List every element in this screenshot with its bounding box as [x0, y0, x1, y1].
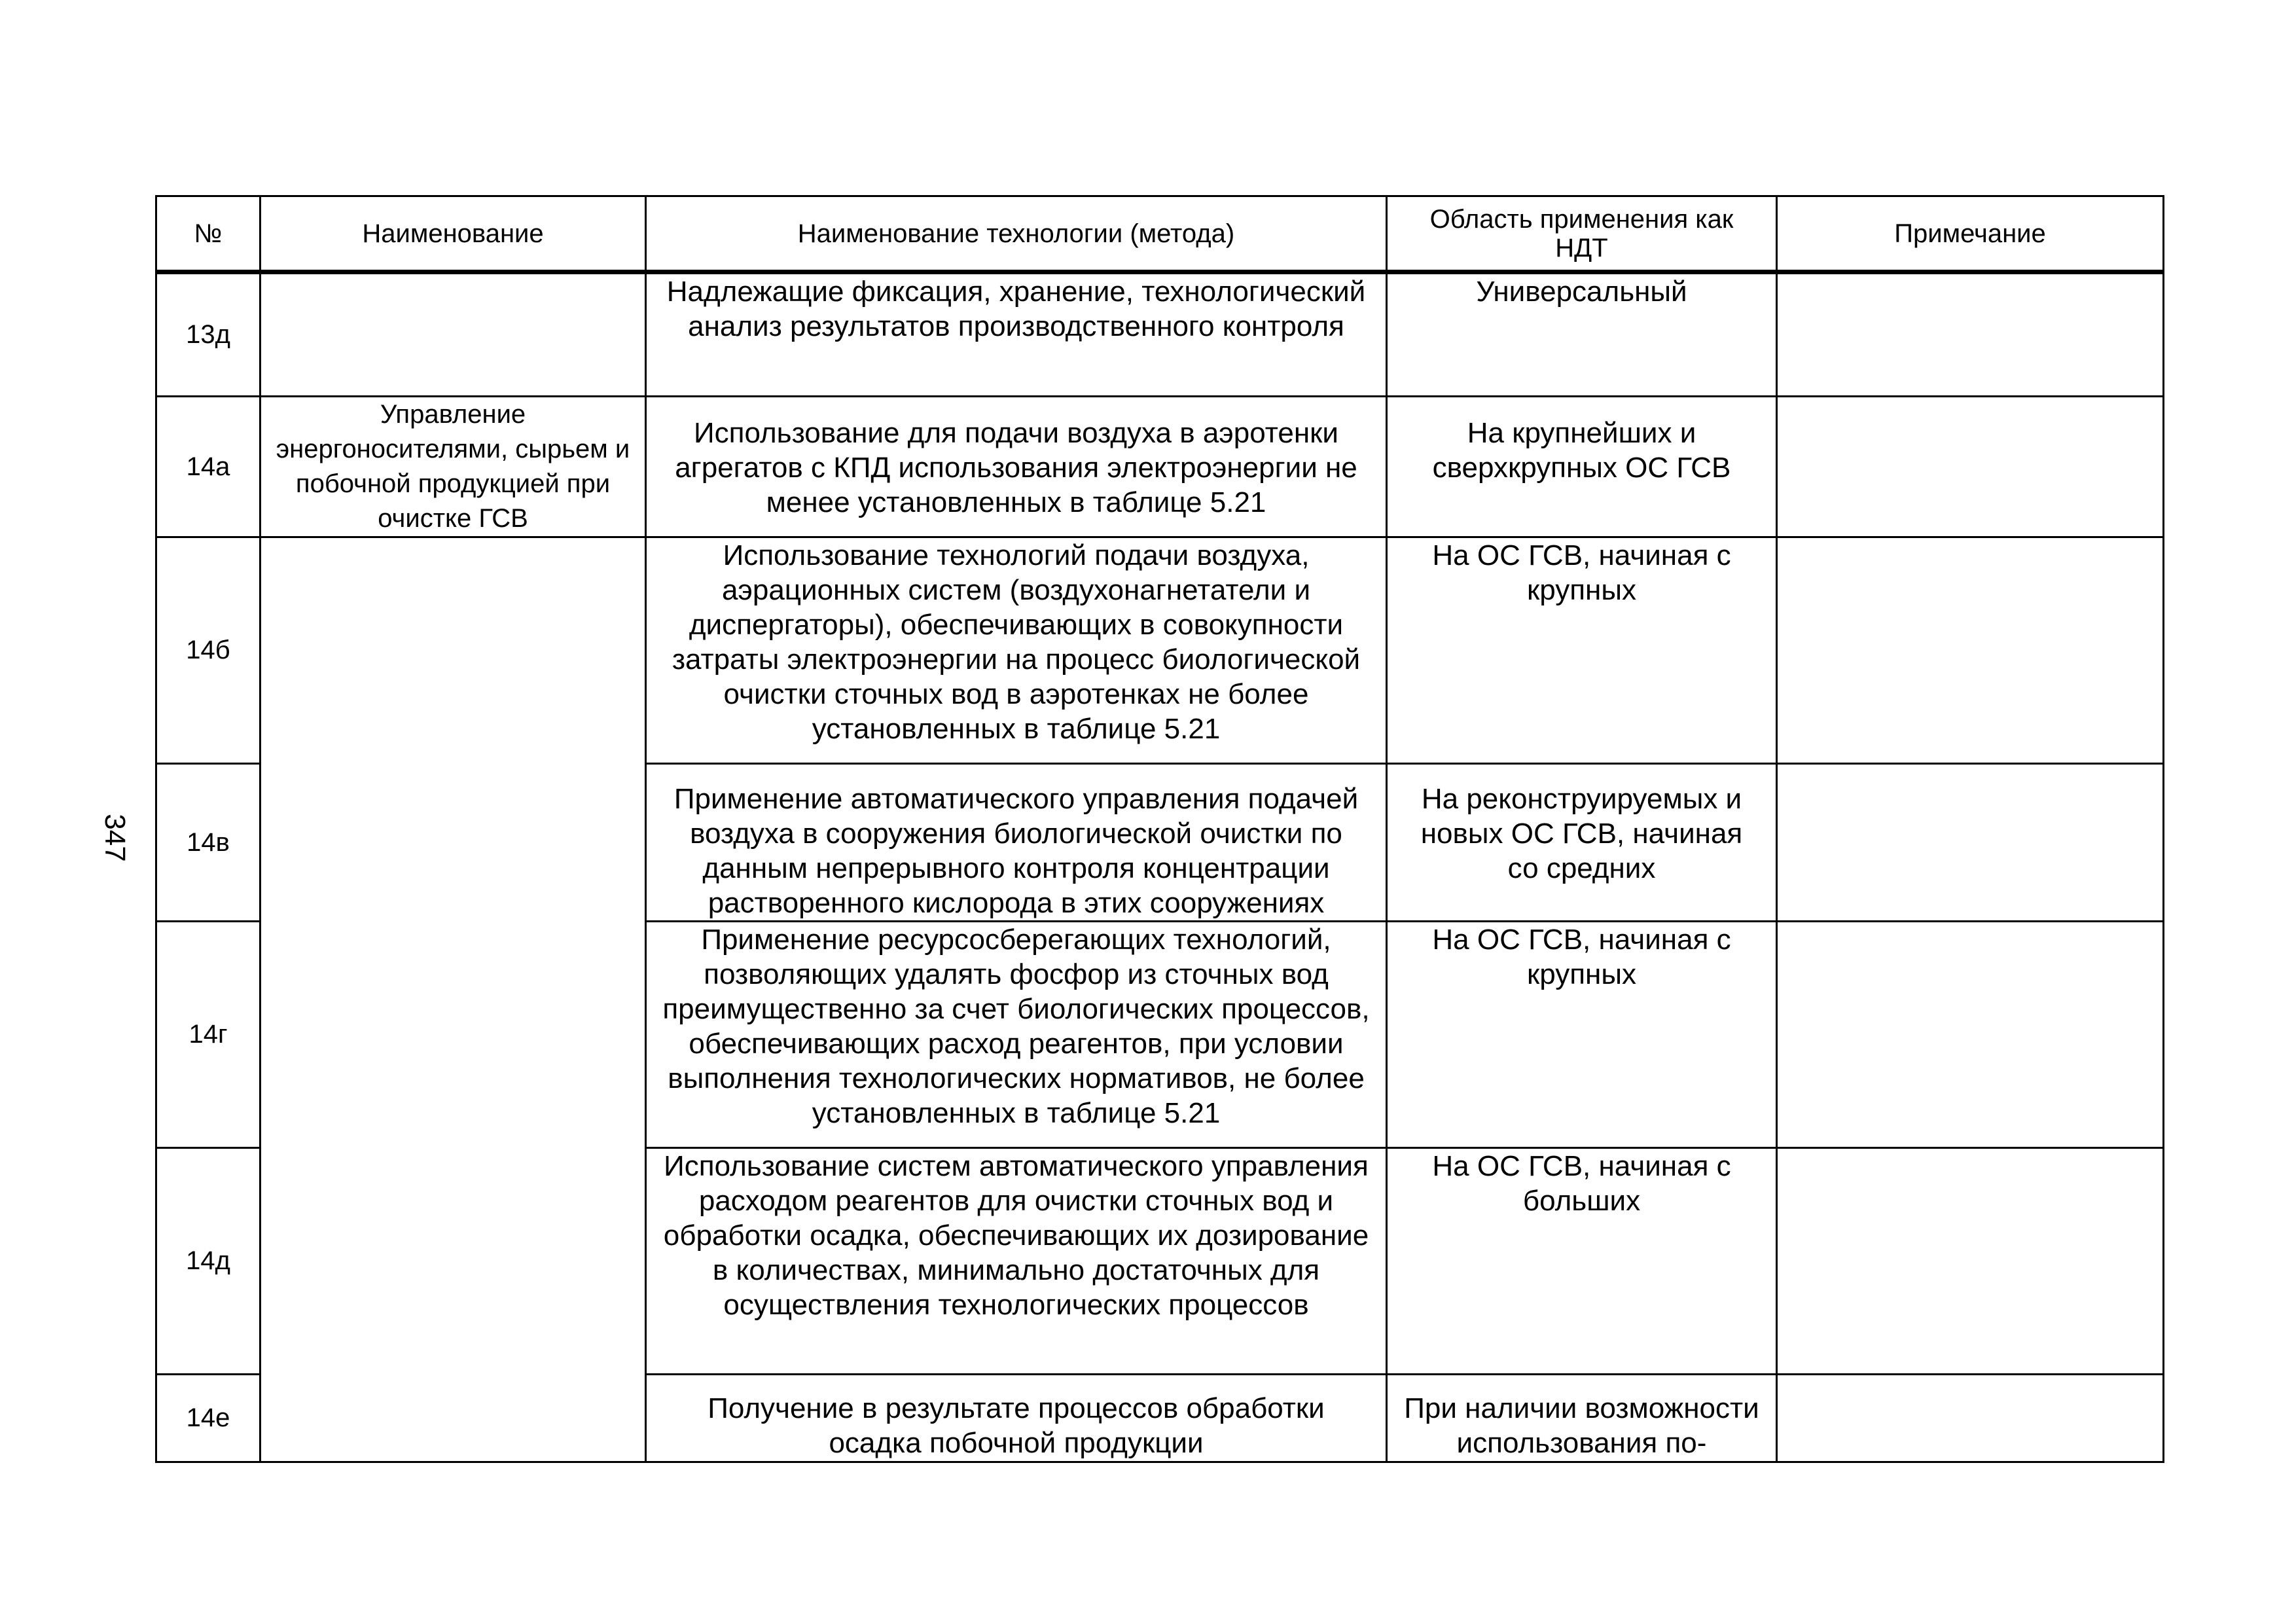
row-number: 14в [156, 764, 260, 922]
row-technology: Применение автоматического управления подачей воздуха в сооружения биологической очистки по данным непрерывного контроля концентрации растворенного кислорода в этих сооружениях [646, 764, 1387, 922]
row-scope: На крупнейших и сверхкрупных ОС ГСВ [1387, 397, 1777, 537]
row-number: 13д [156, 272, 260, 397]
header-note: Примечание [1777, 196, 2164, 272]
header-num: № [156, 196, 260, 272]
row-name-merged [260, 537, 646, 1462]
row-scope: При наличии возможности использования по- [1387, 1375, 1777, 1462]
row-note [1777, 1375, 2164, 1462]
row-number: 14б [156, 537, 260, 764]
row-technology: Применение ресурсосберегающих технологий, позволяющих удалять фосфор из сточных вод преимущественно за счет биологических процессов, обеспечивающих расход реагентов, при условии выполнения технологических нормативов, не более установленных в таблице 5.21 [646, 922, 1387, 1148]
row-scope: На ОС ГСВ, начиная с крупных [1387, 922, 1777, 1148]
row-technology: Использование систем автоматического управления расходом реагентов для очистки сточных вод и обработки осадка, обеспечивающих их дозирование в количествах, минимально достаточных для осуществления технологических процессов [646, 1148, 1387, 1375]
row-number: 14е [156, 1375, 260, 1462]
row-number: 14д [156, 1148, 260, 1375]
row-note [1777, 272, 2164, 397]
row-number: 14а [156, 397, 260, 537]
row-note [1777, 397, 2164, 537]
header-name: Наименование [260, 196, 646, 272]
row-scope: На реконструируемых и новых ОС ГСВ, начиная со средних [1387, 764, 1777, 922]
table-row [156, 272, 2164, 397]
row-note [1777, 922, 2164, 1148]
row-scope: На ОС ГСВ, начиная с больших [1387, 1148, 1777, 1375]
header-row [156, 196, 2164, 272]
row-technology: Получение в результате процессов обработки осадка побочной продукции [646, 1375, 1387, 1462]
page-number: 347 [99, 814, 131, 862]
row-technology: Использование для подачи воздуха в аэротенки агрегатов с КПД использования электроэнергии не менее установленных в таблице 5.21 [646, 397, 1387, 537]
table-row [156, 537, 2164, 764]
row-note [1777, 764, 2164, 922]
row-note [1777, 1148, 2164, 1375]
row-number: 14г [156, 922, 260, 1148]
row-scope: Универсальный [1387, 272, 1777, 397]
header-scope: Область применения как НДТ [1387, 196, 1777, 272]
header-technology: Наименование технологии (метода) [646, 196, 1387, 272]
row-technology: Использование технологий подачи воздуха, аэрационных систем (воздухонагнетатели и диспергаторы), обеспечивающих в совокупности затраты электроэнергии на процесс биологической очистки сточных вод в аэротенках не более установленных в таблице 5.21 [646, 537, 1387, 764]
table-row [156, 397, 2164, 537]
row-scope: На ОС ГСВ, начиная с крупных [1387, 537, 1777, 764]
row-name: Управление энергоносителями, сырьем и побочной продукцией при очистке ГСВ [260, 397, 646, 537]
row-note [1777, 537, 2164, 764]
ndt-table [155, 195, 2164, 1463]
row-name [260, 272, 646, 397]
row-technology: Надлежащие фиксация, хранение, технологический анализ результатов производственного контроля [646, 272, 1387, 397]
